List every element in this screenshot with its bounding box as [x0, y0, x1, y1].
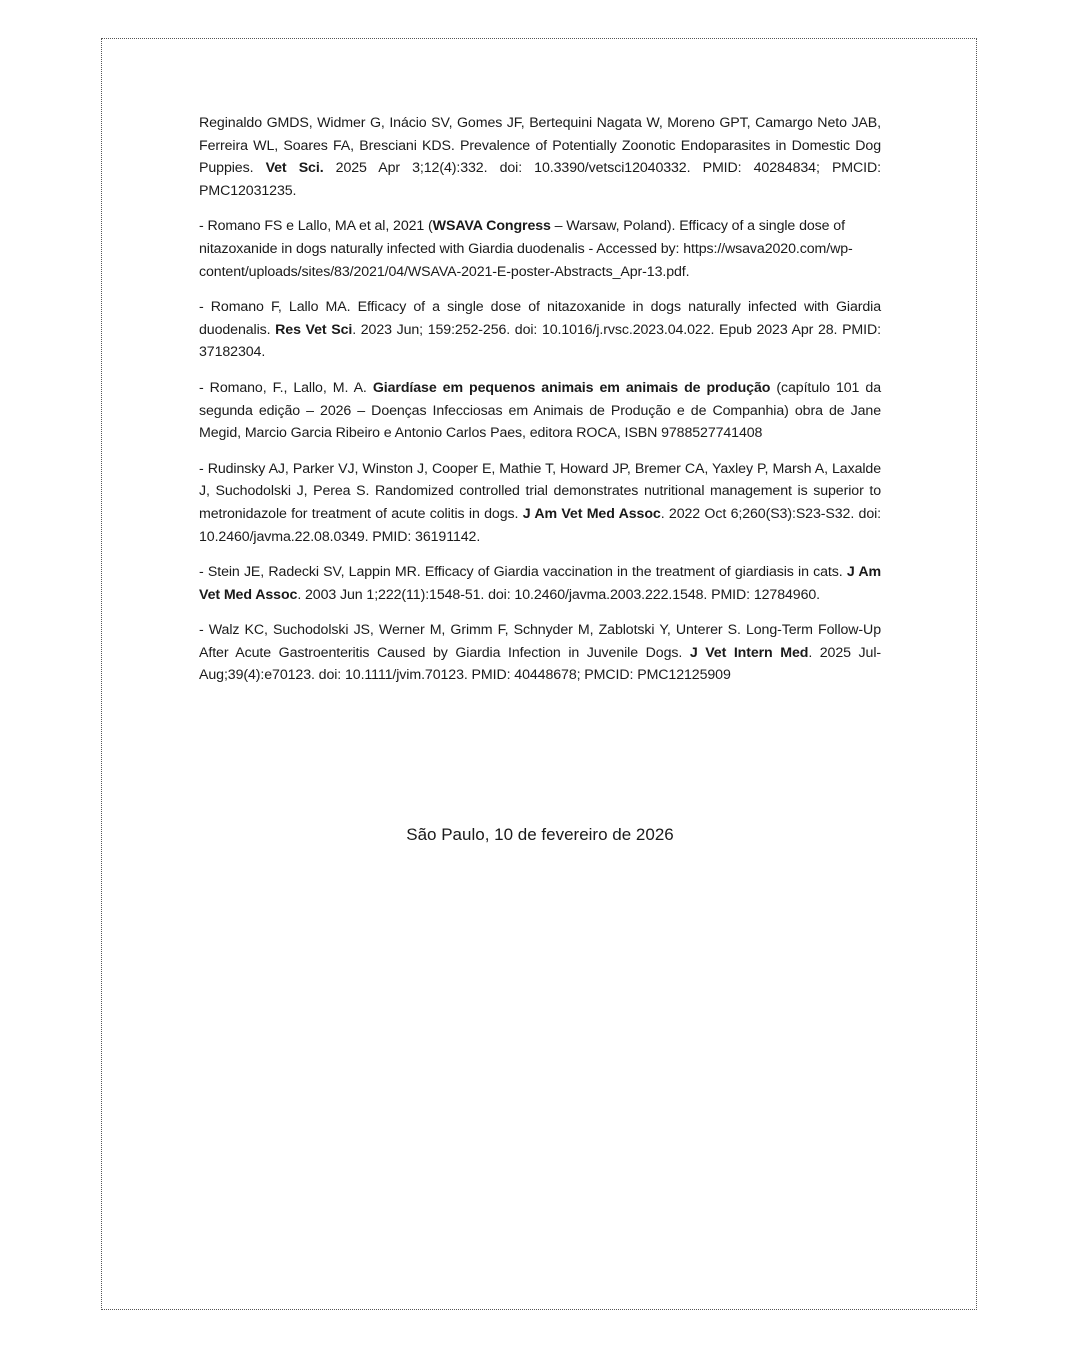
reference-text: - Romano, F., Lallo, M. A.	[199, 379, 373, 396]
reference-list	[199, 112, 881, 700]
reference-details: . 2003 Jun 1;222(11):1548-51. doi: 10.2460/javma.2003.222.1548. PMID: 12784960.	[297, 586, 820, 603]
reference-item	[199, 377, 881, 445]
reference-item	[199, 561, 881, 606]
reference-item	[199, 296, 881, 364]
journal-name: Res Vet Sci	[275, 321, 353, 338]
journal-name: WSAVA Congress	[432, 218, 551, 235]
reference-details: . 2023 Jun; 159:252-256. doi: 10.1016/j.rvsc.2023.04.022. Epub 2023 Apr 28. PMID: 37182304.	[199, 321, 881, 361]
reference-item	[199, 112, 881, 202]
reference-item	[199, 215, 881, 283]
reference-text: - Romano FS e Lallo, MA et al, 2021 (	[199, 218, 433, 235]
reference-text: - Stein JE, Radecki SV, Lappin MR. Efficacy of Giardia vaccination in the treatment of giardiasis in cats.	[199, 564, 847, 581]
reference-details: . 2022 Oct 6;260(S3):S23-S32. doi: 10.2460/javma.22.08.0349. PMID: 36191142.	[199, 505, 882, 545]
reference-details: – Warsaw, Poland). Efficacy of a single dose of nitazoxanide in dogs naturally infected with Giardia duodenalis - Accessed by: https://wsava2020.com/wp-content/uploads/sites/83/2021/04/WSAVA-2021-E-poster-Abstracts_Apr-13.pdf.	[199, 218, 853, 280]
reference-text: - Rudinsky AJ, Parker VJ, Winston J, Cooper E, Mathie T, Howard JP, Bremer CA, Yaxley P, Marsh A, Laxalde J, Suchodolski J, Perea S. Randomized controlled trial demonstrates nutritional management is superior to metronidazole for treatment of acute colitis in dogs.	[199, 460, 881, 522]
journal-name: Vet Sci.	[265, 160, 324, 177]
reference-item	[199, 619, 881, 687]
reference-text: - Romano F, Lallo MA. Efficacy of a single dose of nitazoxanide in dogs naturally infected with Giardia duodenalis.	[199, 299, 881, 338]
journal-name: J Am Vet Med Assoc	[522, 505, 661, 522]
reference-text: Reginaldo GMDS, Widmer G, Inácio SV, Gomes JF, Bertequini Nagata W, Moreno GPT, Camargo Neto JAB, Ferreira WL, Soares FA, Bresciani KDS. Prevalence of Potentially Zoonotic Endoparasites in Domestic Dog Puppies.	[199, 115, 881, 177]
chapter-title: Giardíase em pequenos animais em animais de produção	[372, 379, 771, 396]
reference-item	[199, 458, 881, 548]
reference-details: (capítulo 101 da segunda edição – 2026 – Doenças Infecciosas em Animais de Produção e de Companhia) obra de Jane Megid, Marcio Garcia Ribeiro e Antonio Carlos Paes, editora ROCA, ISBN 9788527741408	[199, 379, 881, 442]
journal-name: J Vet Intern Med	[689, 644, 809, 661]
reference-details: . 2025 Jul-Aug;39(4):e70123. doi: 10.1111/jvim.70123. PMID: 40448678; PMCID: PMC12125909	[199, 644, 881, 684]
place-and-date: São Paulo, 10 de fevereiro de 2026	[406, 825, 674, 844]
reference-text: - Walz KC, Suchodolski JS, Werner M, Grimm F, Schnyder M, Zablotski Y, Unterer S. Long-Term Follow-Up After Acute Gastroenteritis Caused by Giardia Infection in Juvenile Dogs.	[199, 622, 881, 661]
reference-details: 2025 Apr 3;12(4):332. doi: 10.3390/vetsci12040332. PMID: 40284834; PMCID: PMC12031235.	[199, 160, 881, 199]
journal-name: J Am Vet Med Assoc	[199, 564, 881, 603]
